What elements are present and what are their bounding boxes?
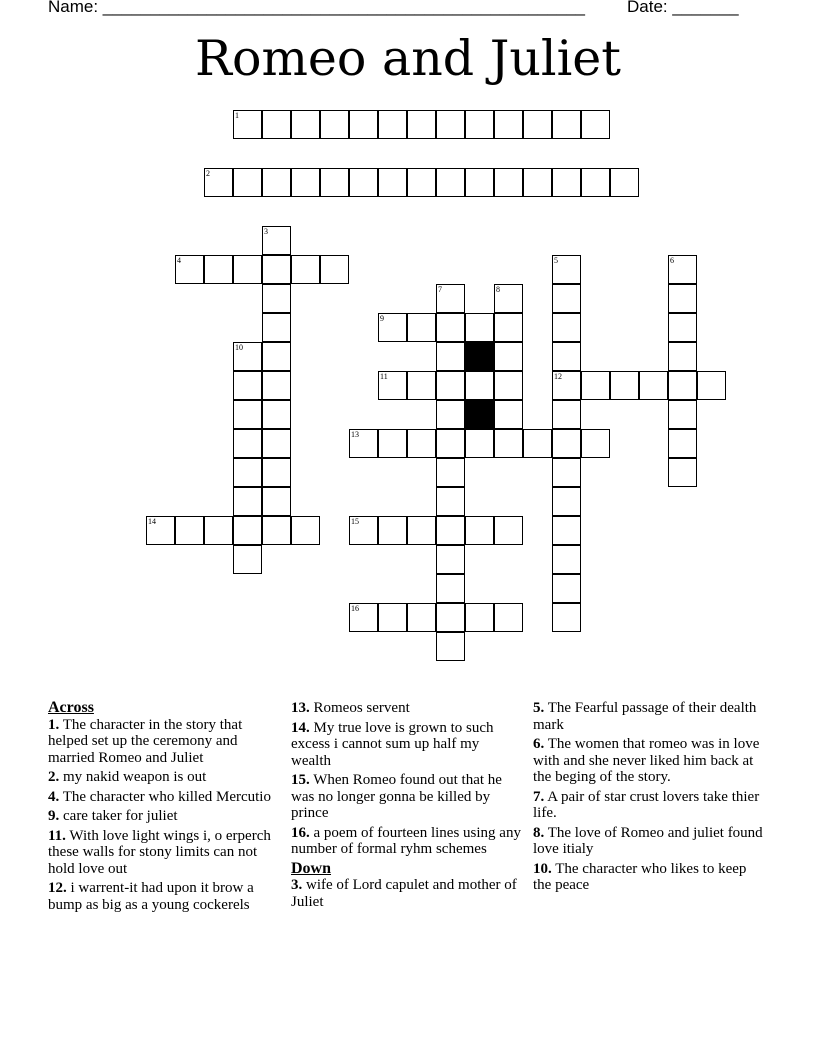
crossword-cell[interactable] (552, 603, 581, 632)
crossword-cell[interactable] (407, 516, 436, 545)
clue-number: 7. (533, 788, 545, 805)
crossword-cell[interactable] (552, 284, 581, 313)
clue-across-2 (48, 769, 278, 786)
clue-across-11 (48, 828, 278, 878)
crossword-cell[interactable] (697, 371, 726, 400)
clue-text: The character who killed Mercutio (62, 788, 271, 805)
clue-text: i warrent-it had upon it brow a bump as big as a young cockerels (48, 880, 254, 913)
crossword-cell[interactable] (552, 487, 581, 516)
clue-text: Romeos servent (313, 700, 410, 716)
clue-number: 2. (48, 769, 60, 785)
clue-across-4 (48, 789, 278, 806)
crossword-cell[interactable] (262, 284, 291, 313)
page-title: Romeo and Juliet (195, 30, 621, 87)
crossword-cell[interactable] (552, 168, 581, 197)
crossword-cell[interactable] (407, 603, 436, 632)
crossword-cell[interactable] (552, 516, 581, 545)
crossword-cell[interactable] (436, 110, 465, 139)
crossword-cell[interactable] (668, 400, 697, 429)
crossword-cell[interactable] (407, 110, 436, 139)
crossword-cell[interactable] (291, 255, 320, 284)
crossword-cell[interactable] (262, 516, 291, 545)
crossword-cell[interactable] (262, 168, 291, 197)
crossword-cell[interactable] (552, 313, 581, 342)
clue-across-14 (291, 720, 523, 770)
crossword-cell[interactable] (523, 110, 552, 139)
crossword-cell[interactable] (436, 400, 465, 429)
clue-text: A pair of star crust lovers take thier life. (533, 788, 760, 821)
clue-text: The character in the story that helped set up the ceremony and married Romeo and Juliet (48, 716, 243, 766)
crossword-cell[interactable] (233, 545, 262, 574)
clue-text: care taker for juliet (63, 808, 178, 824)
clue-number-label: 7 (438, 285, 442, 294)
crossword-cell[interactable] (581, 110, 610, 139)
crossword-cell[interactable] (233, 429, 262, 458)
clue-down-3 (291, 877, 523, 910)
clue-down-7 (533, 789, 765, 822)
crossword-cell[interactable] (494, 168, 523, 197)
clue-number-label: 10 (235, 343, 243, 352)
crossword-cell[interactable] (523, 168, 552, 197)
crossword-cell[interactable] (668, 371, 697, 400)
clue-number-label: 6 (670, 256, 674, 265)
crossword-cell[interactable] (233, 371, 262, 400)
crossword-cell[interactable] (436, 371, 465, 400)
clue-number: 10. (533, 860, 552, 877)
clue-column-2 (291, 700, 523, 913)
crossword-cell[interactable] (465, 516, 494, 545)
crossword-cell[interactable] (494, 110, 523, 139)
crossword-cell[interactable] (436, 168, 465, 197)
crossword-cell[interactable] (262, 342, 291, 371)
down-heading: Down (291, 859, 332, 877)
crossword-cell[interactable] (233, 458, 262, 487)
clue-across-1 (48, 717, 278, 767)
crossword-cell[interactable] (436, 632, 465, 661)
crossword-cell[interactable] (320, 255, 349, 284)
clue-number-label: 13 (351, 430, 359, 439)
crossword-cell[interactable] (581, 371, 610, 400)
clue-number: 3. (291, 877, 303, 893)
crossword-cell[interactable] (204, 516, 233, 545)
crossword-cell[interactable] (407, 429, 436, 458)
crossword-cell[interactable] (436, 603, 465, 632)
clue-text: The character who likes to keep the peace (533, 860, 747, 893)
crossword-cell[interactable] (552, 458, 581, 487)
crossword-cell[interactable] (378, 516, 407, 545)
crossword-cell[interactable] (262, 313, 291, 342)
clue-number-label: 11 (380, 372, 388, 381)
clue-number: 8. (533, 824, 545, 841)
name-field-label[interactable]: Name: ___________________________________________________ (48, 0, 585, 16)
across-heading: Across (48, 699, 94, 716)
crossword-cell[interactable] (436, 429, 465, 458)
crossword-cell[interactable] (262, 429, 291, 458)
crossword-cell[interactable] (436, 342, 465, 371)
crossword-cell[interactable] (407, 371, 436, 400)
clue-number: 15. (291, 772, 310, 788)
clue-number: 11. (48, 827, 66, 844)
crossword-cell[interactable] (494, 603, 523, 632)
crossword-cell[interactable] (581, 168, 610, 197)
crossword-cell[interactable] (349, 110, 378, 139)
crossword-cell[interactable] (378, 429, 407, 458)
crossword-cell[interactable] (320, 110, 349, 139)
clue-number-label: 12 (554, 372, 562, 381)
crossword-cell[interactable] (465, 429, 494, 458)
crossword-block (465, 400, 494, 429)
clue-down-6 (533, 736, 765, 786)
crossword-cell[interactable] (291, 110, 320, 139)
crossword-cell[interactable] (436, 516, 465, 545)
crossword-cell[interactable] (436, 487, 465, 516)
crossword-cell[interactable] (552, 429, 581, 458)
crossword-cell[interactable] (204, 255, 233, 284)
clue-down-8 (533, 825, 765, 858)
clue-number: 16. (291, 824, 310, 841)
crossword-cell[interactable] (233, 168, 262, 197)
clue-text: The Fearful passage of their dealth mark (533, 700, 757, 733)
clue-number: 14. (291, 719, 310, 736)
clue-down-5 (533, 700, 765, 733)
clue-down-10 (533, 861, 765, 894)
clue-number-label: 16 (351, 604, 359, 613)
clue-text: The love of Romeo and juliet found love itialy (533, 824, 763, 857)
crossword-cell[interactable] (552, 110, 581, 139)
date-field-label[interactable]: Date: _______ (627, 0, 739, 16)
crossword-cell[interactable] (175, 516, 204, 545)
crossword-cell[interactable] (436, 574, 465, 603)
crossword-cell[interactable] (320, 168, 349, 197)
crossword-cell[interactable] (407, 313, 436, 342)
crossword-cell[interactable] (233, 255, 262, 284)
crossword-block (465, 342, 494, 371)
crossword-cell[interactable] (465, 168, 494, 197)
clue-number-label: 8 (496, 285, 500, 294)
crossword-cell[interactable] (465, 371, 494, 400)
clue-column-1 (48, 700, 278, 916)
crossword-cell[interactable] (291, 516, 320, 545)
crossword-cell[interactable] (610, 168, 639, 197)
clue-number: 13. (291, 700, 310, 716)
clue-text: When Romeo found out that he was no longer gonna be killed by prince (291, 772, 502, 821)
crossword-cell[interactable] (465, 603, 494, 632)
crossword-cell[interactable] (262, 255, 291, 284)
crossword-cell[interactable] (552, 342, 581, 371)
crossword-cell[interactable] (668, 458, 697, 487)
clue-number-label: 1 (235, 111, 239, 120)
crossword-cell[interactable] (668, 284, 697, 313)
clue-across-15 (291, 772, 523, 822)
clue-number-label: 4 (177, 256, 181, 265)
crossword-cell[interactable] (378, 603, 407, 632)
crossword-cell[interactable] (378, 110, 407, 139)
crossword-cell[interactable] (494, 516, 523, 545)
clue-text: wife of Lord capulet and mother of Juliet (291, 877, 517, 910)
crossword-cell[interactable] (233, 487, 262, 516)
clue-number: 1. (48, 716, 60, 733)
clue-across-16 (291, 825, 523, 858)
clue-number-label: 9 (380, 314, 384, 323)
crossword-cell[interactable] (291, 168, 320, 197)
crossword-cell[interactable] (262, 400, 291, 429)
clue-number: 9. (48, 808, 60, 824)
crossword-cell[interactable] (262, 487, 291, 516)
clue-number: 5. (533, 700, 545, 716)
crossword-cell[interactable] (552, 574, 581, 603)
crossword-cell[interactable] (262, 458, 291, 487)
clue-text: With love light wings i, o erperch these walls for stony limits can not hold love out (48, 827, 271, 877)
crossword-cell[interactable] (233, 516, 262, 545)
crossword-cell[interactable] (494, 313, 523, 342)
crossword-cell[interactable] (494, 371, 523, 400)
crossword-cell[interactable] (494, 400, 523, 429)
clue-number-label: 15 (351, 517, 359, 526)
crossword-cell[interactable] (668, 342, 697, 371)
crossword-cell[interactable] (436, 545, 465, 574)
clue-number-label: 3 (264, 227, 268, 236)
clue-text: my nakid weapon is out (63, 769, 207, 785)
crossword-cell[interactable] (494, 342, 523, 371)
crossword-cell[interactable] (668, 313, 697, 342)
crossword-cell[interactable] (233, 400, 262, 429)
clue-column-3 (533, 700, 765, 897)
crossword-cell[interactable] (349, 168, 378, 197)
clue-text: a poem of fourteen lines using any number of formal ryhm schemes (291, 824, 521, 857)
crossword-cell[interactable] (465, 110, 494, 139)
crossword-cell[interactable] (610, 371, 639, 400)
crossword-cell[interactable] (436, 313, 465, 342)
crossword-cell[interactable] (262, 110, 291, 139)
clue-number-label: 14 (148, 517, 156, 526)
crossword-cell[interactable] (552, 400, 581, 429)
crossword-cell[interactable] (378, 168, 407, 197)
clue-number: 6. (533, 736, 545, 752)
crossword-cell[interactable] (523, 429, 552, 458)
clue-number-label: 2 (206, 169, 210, 178)
crossword-cell[interactable] (465, 313, 494, 342)
crossword-cell[interactable] (639, 371, 668, 400)
crossword-cell[interactable] (552, 545, 581, 574)
clue-number: 12. (48, 880, 67, 896)
clue-across-13 (291, 700, 523, 717)
clue-across-12 (48, 880, 278, 913)
crossword-cell[interactable] (494, 429, 523, 458)
crossword-cell[interactable] (262, 371, 291, 400)
crossword-cell[interactable] (581, 429, 610, 458)
clue-number: 4. (48, 788, 60, 805)
clue-text: The women that romeo was in love with and she never liked him back at the beging of the story. (533, 736, 760, 785)
clue-text: My true love is grown to such excess i cannot sum up half my wealth (291, 719, 494, 769)
crossword-cell[interactable] (407, 168, 436, 197)
crossword-cell[interactable] (436, 458, 465, 487)
crossword-cell[interactable] (668, 429, 697, 458)
clue-across-9 (48, 808, 278, 825)
clue-number-label: 5 (554, 256, 558, 265)
